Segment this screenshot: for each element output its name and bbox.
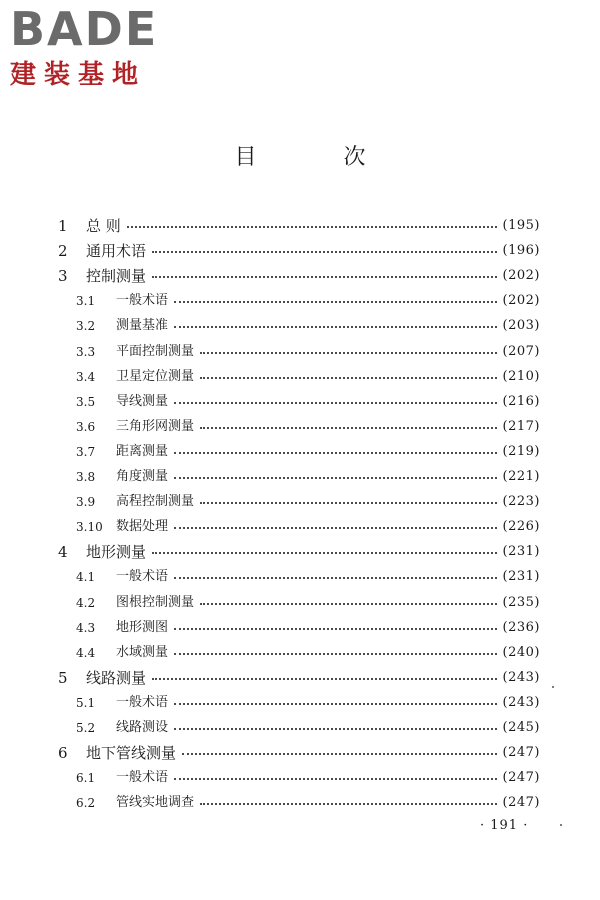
toc-entry-title: 平面控制测量: [116, 343, 195, 359]
toc-entry-page: (216): [502, 393, 540, 409]
toc-entry-page: (223): [502, 494, 540, 510]
toc-entry-number: 4.3: [76, 620, 96, 635]
logo-brand-text: BADE: [10, 2, 159, 56]
logo-chinese-text: 建装基地: [10, 60, 147, 90]
dot-leader: [174, 628, 497, 630]
toc-entry-page: (219): [502, 443, 540, 459]
toc-chapter-entry: [58, 741, 540, 765]
toc-section-entry: [76, 641, 540, 665]
toc-entry-title: 数据处理: [116, 519, 169, 535]
toc-entry-page: (247): [502, 795, 540, 811]
toc-entry-page: (240): [502, 644, 540, 660]
toc-entry-page: (202): [502, 268, 540, 284]
toc-entry-number: 6.2: [76, 796, 96, 811]
toc-entry-number: 6: [58, 744, 68, 763]
dot-leader: [174, 326, 497, 328]
toc-entry-number: 4.2: [76, 595, 96, 610]
toc-entry-page: (207): [502, 343, 540, 359]
toc-section-entry: [76, 515, 540, 539]
dot-leader: [174, 577, 497, 579]
toc-entry-number: 4.1: [76, 570, 96, 585]
toc-entry-title: 总 则: [86, 217, 121, 235]
dot-leader: [174, 703, 497, 705]
toc-chapter-entry: [58, 214, 540, 238]
dot-leader: [200, 427, 497, 429]
toc-entry-number: 3.4: [76, 369, 96, 384]
toc-entry-number: 1: [58, 217, 68, 235]
dot-leader: [174, 778, 497, 780]
toc-entry-page: (210): [502, 368, 540, 384]
toc-entry-number: 3.6: [76, 419, 96, 434]
toc-entry-title: 水域测量: [116, 644, 169, 660]
toc-chapter-entry: [58, 239, 540, 263]
dot-leader: [152, 251, 497, 253]
page-title: 目 次: [234, 145, 406, 170]
toc-entry-title: 线路测设: [116, 720, 169, 735]
toc-entry-title: 地下管线测量: [86, 744, 177, 763]
toc-entry-title: 线路测量: [86, 668, 147, 687]
toc-chapter-entry: [58, 540, 540, 564]
dot-leader: [152, 276, 497, 278]
toc-section-entry: [76, 390, 540, 414]
dot-leader: [127, 226, 497, 228]
toc-entry-number: 5.2: [76, 721, 96, 735]
toc-entry-page: (217): [502, 418, 540, 434]
toc-entry-page: (196): [502, 243, 540, 259]
scan-speck: [560, 824, 562, 826]
toc-entry-number: 3.7: [76, 444, 96, 459]
toc-section-entry: [76, 490, 540, 514]
dot-leader: [152, 552, 497, 554]
toc-entry-number: 3.5: [76, 394, 96, 409]
dot-leader: [174, 402, 497, 404]
toc-entry-number: 6.1: [76, 771, 96, 786]
toc-section-entry: [76, 440, 540, 464]
toc-entry-title: 距离测量: [116, 443, 169, 459]
toc-entry-title: 一般术语: [116, 694, 169, 710]
scan-speck: [552, 686, 554, 688]
toc-entry-title: 高程控制测量: [116, 494, 195, 510]
dot-leader: [174, 452, 497, 454]
dot-leader: [152, 678, 497, 680]
toc-section-entry: [76, 691, 540, 715]
dot-leader: [200, 603, 497, 605]
toc-section-entry: [76, 289, 540, 313]
dot-leader: [182, 753, 497, 755]
toc-entry-page: (231): [502, 544, 540, 560]
toc-entry-page: (243): [502, 694, 540, 710]
toc-entry-number: 3.9: [76, 495, 96, 510]
dot-leader: [174, 477, 497, 479]
toc-chapter-entry: [58, 264, 540, 288]
toc-section-entry: [76, 415, 540, 439]
toc-entry-title: 测量基准: [116, 318, 169, 334]
toc-entry-page: (247): [502, 745, 540, 761]
toc-entry-title: 三角形网测量: [116, 418, 195, 434]
dot-leader: [174, 527, 497, 529]
toc-entry-number: 4: [58, 543, 68, 562]
toc-entry-title: 一般术语: [116, 770, 169, 786]
toc-entry-number: 4.4: [76, 645, 96, 660]
toc-entry-number: 3.10: [76, 520, 103, 535]
toc-entry-title: 地形测量: [86, 543, 147, 562]
dot-leader: [200, 502, 497, 504]
toc-entry-number: 3.8: [76, 470, 96, 484]
toc-entry-number: 5: [58, 668, 68, 687]
toc-section-entry: [76, 766, 540, 790]
dot-leader: [174, 728, 497, 730]
toc-entry-title: 一般术语: [116, 569, 169, 585]
toc-entry-page: (247): [502, 770, 540, 786]
toc-entry-title: 地形测图: [116, 619, 169, 635]
toc-entry-title: 通用术语: [86, 242, 147, 261]
toc-entry-page: (195): [502, 218, 540, 233]
toc-section-entry: [76, 465, 540, 489]
dot-leader: [200, 352, 497, 354]
toc-entry-number: 3.1: [76, 294, 96, 309]
toc-entry-title: 控制测量: [86, 267, 147, 286]
dot-leader: [200, 377, 497, 379]
toc-entry-page: (231): [502, 569, 540, 585]
toc-entry-page: (236): [502, 619, 540, 635]
toc-section-entry: [76, 591, 540, 615]
toc-entry-title: 卫星定位测量: [116, 368, 195, 384]
dot-leader: [200, 803, 497, 805]
toc-entry-page: (243): [502, 669, 540, 685]
toc-entry-title: 导线测量: [116, 393, 169, 409]
toc-entry-page: (203): [502, 318, 540, 334]
toc-entry-title: 一般术语: [116, 293, 169, 309]
toc-entry-page: (235): [502, 594, 540, 610]
toc-section-entry: [76, 314, 540, 338]
toc-entry-number: 3.3: [76, 344, 96, 359]
dot-leader: [174, 301, 497, 303]
toc-entry-page: (226): [502, 519, 540, 535]
toc-entry-title: 管线实地调查: [116, 795, 195, 811]
toc-chapter-entry: [58, 666, 540, 690]
toc-section-entry: [76, 565, 540, 589]
dot-leader: [174, 653, 497, 655]
toc-section-entry: [76, 791, 540, 815]
toc-section-entry: [76, 716, 540, 740]
page-number: · 191 ·: [480, 818, 529, 833]
toc-entry-page: (202): [502, 293, 540, 309]
toc-entry-title: 图根控制测量: [116, 594, 195, 610]
toc-entry-number: 5.1: [76, 695, 96, 710]
toc-entry-title: 角度测量: [116, 469, 169, 484]
toc-section-entry: [76, 616, 540, 640]
toc-section-entry: [76, 340, 540, 364]
toc-entry-page: (245): [502, 720, 540, 735]
toc-entry-number: 3.2: [76, 319, 96, 334]
bade-logo: [10, 4, 180, 96]
toc-entry-number: 3: [58, 267, 68, 286]
toc-section-entry: [76, 365, 540, 389]
toc-entry-page: (221): [502, 469, 540, 484]
toc-entry-number: 2: [58, 242, 68, 261]
